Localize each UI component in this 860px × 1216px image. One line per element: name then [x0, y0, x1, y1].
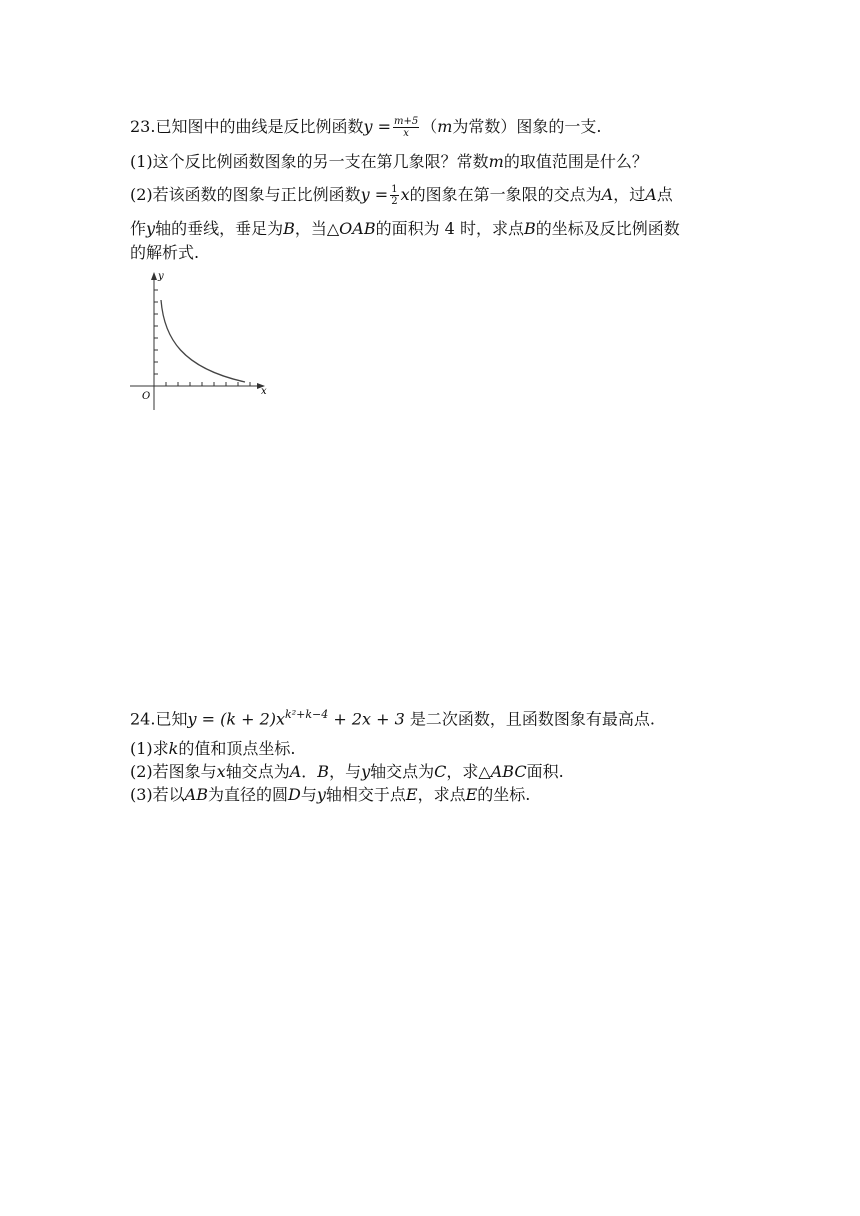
q24-part1: (1)求k的值和顶点坐标. — [130, 739, 296, 758]
x-axis-label: x — [261, 386, 267, 397]
hyperbola-curve — [161, 300, 245, 382]
y-ticks — [154, 290, 158, 374]
q23-part1: (1)这个反比例函数图象的另一支在第几象限？常数m的取值范围是什么？ — [130, 152, 648, 171]
q24-part3: (3)若以AB为直径的圆D与y轴相交于点E，求点E的坐标. — [130, 785, 531, 804]
fraction: $\frac{m+5}{x}$ — [394, 116, 419, 139]
q24-part2: (2)若图象与x轴交点为A．B，与y轴交点为C，求△ABC面积. — [130, 762, 564, 781]
x-ticks — [166, 382, 250, 386]
y-axis-label: y — [158, 271, 164, 282]
q23-stem: 23.已知图中的曲线是反比例函数y = $\frac{m+5}{x}$ （m为常数）图象的一支. — [130, 116, 602, 139]
q23-part2-line3: 的解析式. — [130, 243, 200, 262]
y-axis-arrow — [151, 272, 157, 280]
hyperbola-graph — [122, 268, 272, 418]
q23-part2-line1: (2)若该函数的图象与正比例函数y = $\frac{1}{2}$ x的图象在第一象限的交点为A，过A点 — [130, 184, 673, 207]
fraction: $\frac{1}{2}$ — [391, 184, 398, 207]
q23-part2-line2: 作y轴的垂线，垂足为B，当△OAB的面积为 4 时，求点B的坐标及反比例函数 — [130, 219, 680, 238]
q24-stem: 24.已知$y = (k + 2)x^{k^2+k-4} + 2x + 3$ 是二次函数，且函数图象有最高点. — [130, 708, 655, 729]
origin-label: O — [142, 391, 151, 402]
